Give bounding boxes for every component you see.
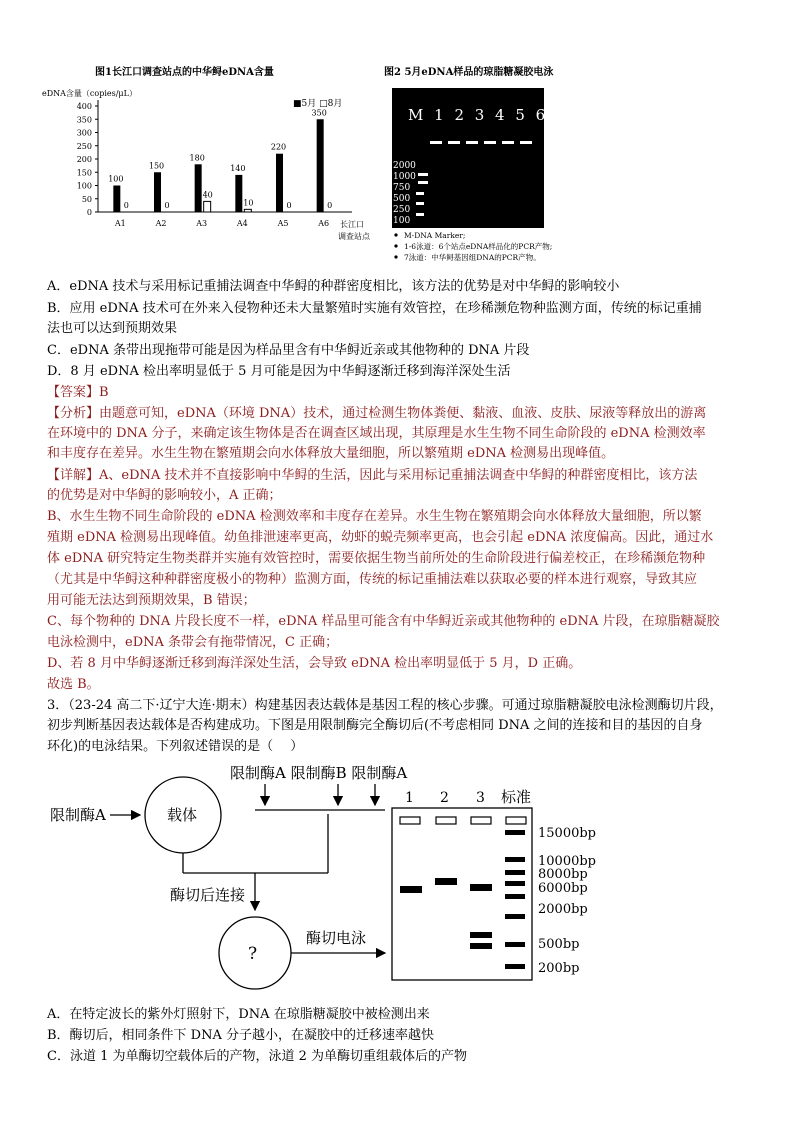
bar-aug	[244, 209, 251, 212]
band	[520, 141, 532, 144]
gel-notes	[394, 231, 552, 262]
bar-label-aug: 0	[164, 201, 170, 210]
marker-label: 1000	[393, 172, 416, 182]
figure2-gel	[378, 62, 588, 272]
category-label: A4	[236, 219, 248, 228]
enzymes-top-label: 限制酶A 限制酶B 限制酶A	[230, 764, 408, 782]
y-tick-label: 100	[76, 181, 92, 191]
bar-label-may: 220	[270, 142, 287, 152]
category-label: A2	[155, 219, 167, 228]
bar-label-aug: 40	[202, 190, 213, 200]
bp-label: 200bp	[538, 961, 580, 976]
q2-detail-3: B、水生生物不同生命阶段的 eDNA 检测效率和丰度存在差异。水生生物在繁殖期会向水体释放大量细胞，所以繁	[47, 509, 702, 524]
bar-chart-svg	[40, 62, 370, 242]
chart-xlabel-1: 长江口	[340, 220, 364, 229]
q3-diagram-svg	[40, 760, 600, 990]
enzyme-a-label: 限制酶A	[50, 806, 106, 824]
q2-detail-1: 【详解】A、eDNA 技术并不直接影响中华鲟的生活，因此与采用标记重捕法调查中华鲟的种群密度相比，该方法	[47, 468, 698, 483]
bar-may	[235, 175, 242, 212]
bp-label: 500bp	[538, 937, 580, 952]
bar-label-may: 180	[189, 153, 205, 163]
q3-option-c: C．泳道 1 为单酶切空载体后的产物，泳道 2 为单酶切重组载体后的产物	[47, 1049, 468, 1064]
unknown-label: ?	[248, 944, 258, 964]
marker-band	[416, 213, 424, 216]
bar-may	[276, 154, 283, 212]
gel-wells	[400, 817, 526, 824]
lane-label: 2	[440, 790, 449, 806]
gel-note: 1-6泳道：6个站点eDNA样品化的PCR产物;	[404, 242, 553, 251]
bp-label: 10000bp	[538, 854, 596, 869]
lane-label: 3	[476, 790, 485, 806]
q2-detail-11: 故选 B。	[47, 677, 100, 692]
figure1-bar-chart	[40, 62, 370, 242]
q2-detail-6: （尤其是中华鲟这种种群密度极小的物种）监测方面，传统的标记重捕法难以获取必要的样本进行观察，导致其应	[47, 572, 698, 587]
q3-option-b: B．酶切后，相同条件下 DNA 分子越小，在凝胶中的迁移速率越快	[47, 1028, 435, 1043]
marker-band	[416, 192, 424, 195]
q2-option-d: D．8 月 eDNA 检出率明显低于 5 月可能是因为中华鲟逐渐迁移到海洋深处生活	[47, 364, 511, 379]
q2-option-b-line1: B．应用 eDNA 技术可在外来入侵物种还未大量繁殖时实施有效管控，在珍稀濒危物种监测方面，传统的标记重捕	[47, 301, 702, 316]
q2-analysis-2: 在环境中的 DNA 分子，来确定该生物体是否在调查区域出现，其原理是水生生物不同生命阶段的 eDNA 检测效率	[47, 426, 706, 441]
bar-may	[195, 164, 202, 212]
q2-detail-7: 用可能无法达到预期效果，B 错误；	[47, 593, 256, 608]
chart-ylabel: eDNA含量（copies/μL）	[42, 89, 137, 98]
q3-stem-1: 3．（23-24 高二下·辽宁大连·期末）构建基因表达载体是基因工程的核心步骤。可通过琼脂糖凝胶电泳检测酶切片段，	[47, 698, 723, 713]
bar-label-aug: 0	[327, 201, 333, 210]
marker-band	[416, 202, 424, 205]
gel-note: M-DNA Marker;	[404, 231, 466, 240]
category-label: A6	[318, 219, 330, 228]
q3-stem-3: 环化)的电泳结果。下列叙述错误的是（ ）	[47, 739, 304, 754]
bar-label-aug: 0	[286, 201, 292, 210]
y-tick-label: 200	[76, 155, 92, 164]
marker-label: 500	[393, 194, 411, 204]
y-tick-label: 250	[76, 141, 92, 151]
bp-label: 2000bp	[538, 902, 588, 917]
gel-note: 7泳道：中华鲟基因组DNA的PCR产物。	[404, 253, 541, 262]
q3-option-a: A．在特定波长的紫外灯照射下，DNA 在琼脂糖凝胶中被检测出来	[47, 1007, 430, 1022]
marker-label: 2000	[393, 161, 416, 171]
q2-analysis-1: 【分析】由题意可知，eDNA（环境 DNA）技术，通过检测生物体粪便、黏液、血液、皮肤、尿液等释放出的游离	[47, 406, 707, 421]
bp-label: 15000bp	[538, 826, 596, 841]
marker-label: 100	[393, 216, 411, 226]
marker-label: 750	[393, 183, 411, 193]
y-tick-label: 350	[76, 115, 92, 125]
band	[466, 141, 478, 144]
q2-answer: 【答案】B	[47, 385, 109, 400]
q3-diagram	[40, 760, 600, 990]
q2-option-b-line2: 法也可以达到预期效果	[47, 321, 178, 336]
marker-band	[418, 181, 428, 184]
q2-detail-5: 体 eDNA 研究特定生物类群并实施有效管控时，需要依据生物当前所处的生命阶段进行偏差校正，在珍稀濒危物种	[47, 551, 706, 566]
chart-title: 图1长江口调查站点的中华鲟eDNA含量	[95, 67, 274, 78]
q2-detail-10: D、若 8 月中华鲟逐渐迁移到海洋深处生活，会导致 eDNA 检出率明显低于 5 月，D 正确。	[47, 656, 582, 671]
gel-title: 图2 5月eDNA样品的琼脂糖凝胶电泳	[384, 67, 554, 78]
band	[484, 141, 496, 144]
ligation-label: 酶切后连接	[170, 886, 246, 904]
marker-label: 250	[393, 205, 411, 215]
category-label: A3	[196, 219, 208, 228]
bar-may	[317, 119, 324, 212]
q2-option-a: A．eDNA 技术与采用标记重捕法调查中华鲟的种群密度相比，该方法的优势是对中华鲟的影响较小	[47, 279, 620, 294]
gel-lane-labels: M 1 2 3 4 5 6 7	[408, 106, 569, 124]
bar-label-aug: 0	[123, 201, 129, 210]
lane-label: 1	[405, 790, 414, 806]
bar-aug	[204, 201, 211, 212]
bar-label-may: 150	[148, 161, 165, 171]
bar-label-aug: 10	[243, 198, 254, 208]
q2-detail-4: 殖期 eDNA 检测易出现峰值。幼鱼排泄速率更高，幼虾的蜕壳频率更高，也会引起 eDNA 浓度偏高。因此，通过水	[47, 530, 714, 545]
band	[430, 141, 442, 144]
q2-detail-8: C、每个物种的 DNA 片段长度不一样，eDNA 样品里可能含有中华鲟近亲或其他物种的 eDNA 片段，在琼脂糖凝胶	[47, 614, 720, 629]
bp-label: 6000bp	[538, 881, 588, 896]
q3-stem-2: 初步判断基因表达载体是否构建成功。下图是用限制酶完全酶切后(不考虑相同 DNA 之间的连接和目的基因的自身	[47, 718, 703, 733]
bar-may	[154, 172, 161, 212]
bar-label-may: 100	[108, 174, 124, 184]
chart-xlabel-2: 调查站点	[338, 232, 370, 241]
gel-svg	[378, 62, 588, 272]
bp-labels	[538, 826, 596, 976]
lane-label: 标准	[501, 788, 532, 806]
chart-legend: ■5月 □8月	[293, 99, 343, 109]
electrophoresis-label: 酶切电泳	[306, 929, 367, 947]
vector-label: 载体	[167, 806, 198, 824]
q2-option-c: C．eDNA 条带出现拖带可能是因为样品里含有中华鲟近亲或其他物种的 DNA 片段	[47, 343, 530, 358]
y-tick-label: 400	[76, 102, 92, 111]
gel-bands	[400, 830, 525, 969]
bp-label: 8000bp	[538, 867, 588, 882]
q2-detail-9: 电泳检测中，eDNA 条带会有拖带情况，C 正确；	[47, 635, 339, 650]
band	[502, 141, 514, 144]
category-label: A5	[277, 219, 289, 228]
y-tick-label: 300	[76, 128, 92, 138]
band	[448, 141, 460, 144]
bar-may	[113, 186, 120, 213]
q2-analysis-3: 和丰度存在差异。水生生物在繁殖期会向水体释放大量细胞，所以繁殖期 eDNA 检测易出现峰值。	[47, 446, 615, 461]
category-label: A1	[114, 219, 126, 228]
y-tick-label: 150	[76, 168, 92, 178]
y-tick-label: 0	[86, 208, 92, 217]
bar-label-may: 140	[230, 163, 246, 173]
y-tick-label: 50	[81, 194, 92, 204]
q2-detail-2: 的优势是对中华鲟的影响较小，A 正确；	[47, 488, 282, 503]
bar-label-may: 350	[311, 108, 327, 118]
marker-band	[418, 173, 428, 176]
